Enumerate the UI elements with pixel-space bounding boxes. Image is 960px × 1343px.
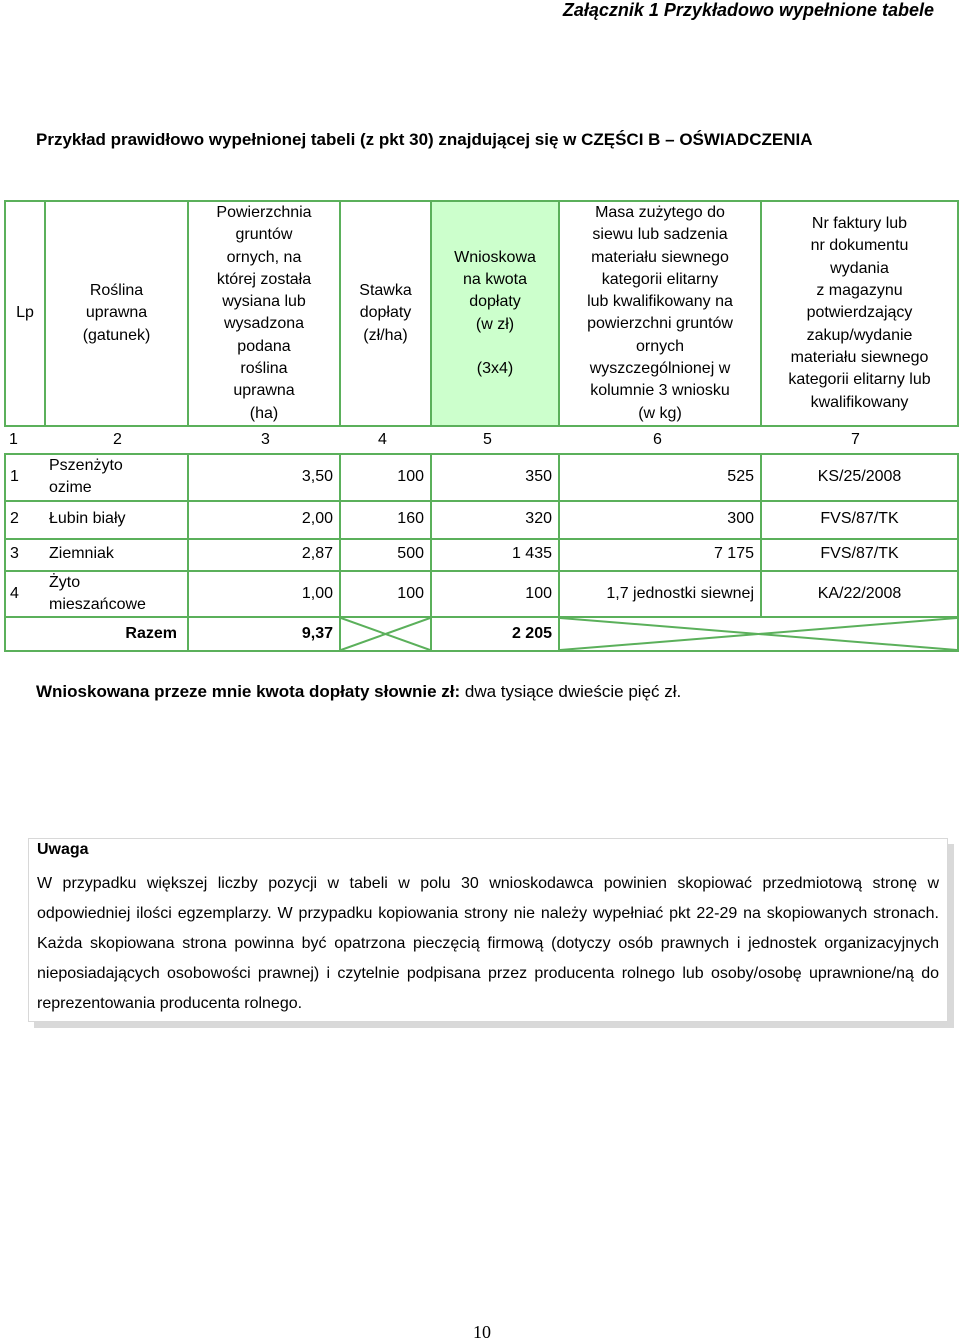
row-invoice: FVS/87/TK [761, 501, 958, 539]
row-invoice: KA/22/2008 [761, 571, 958, 618]
row-lp: 2 [5, 501, 45, 539]
row-rate: 500 [340, 539, 431, 571]
header-plant: Roślina uprawna (gatunek) [45, 201, 188, 426]
row-invoice: KS/25/2008 [761, 454, 958, 501]
declaration-table [4, 200, 957, 642]
column-number-row [5, 426, 958, 454]
row-area: 1,00 [188, 571, 340, 618]
header-rate: Stawka dopłaty (zł/ha) [340, 201, 431, 426]
row-invoice: FVS/87/TK [761, 539, 958, 571]
header-amount: Wnioskowa na kwota dopłaty (w zł) (3x4) [431, 201, 559, 426]
row-mass: 1,7 jednostki siewnej [559, 571, 761, 618]
note-text: W przypadku większej liczby pozycji w tabeli w polu 30 wnioskodawca powinien skopiować przedmiotową stronę w odpowiedniej ilości egzemplarzy. W przypadku kopiowania strony nie należy wypełniać pkt 22-29 na skopiowanych stronach. Każda skopiowana strona powinna być opatrzona pieczęcią firmową (dotyczy osób prawnych i jednostek organizacyjnych nieposiadających osobowości prawnej) i czytelnie podpisana przez producenta rolnego lub osoby/osobę uprawnione/ną do reprezentowania producenta rolnego. [37, 875, 939, 1012]
row-amount: 320 [431, 501, 559, 539]
col-num: 6 [653, 430, 662, 448]
col-num: 1 [9, 430, 18, 448]
amount-in-words-label: Wnioskowana przeze mnie kwota dopłaty słownie zł: [36, 682, 461, 701]
row-plant: Łubin biały [45, 501, 188, 539]
header-area: Powierzchnia gruntów ornych, na której została wysiana lub wysadzona podana roślina uprawna (ha) [188, 201, 340, 426]
header-invoice: Nr faktury lub nr dokumentu wydania z magazynu potwierdzający zakup/wydanie materiału siewnego kategorii elitarny lub kwalifikowany [761, 201, 958, 426]
row-lp: 4 [5, 571, 45, 618]
row-area: 3,50 [188, 454, 340, 501]
row-plant: Żyto mieszańcowe [45, 571, 188, 618]
row-plant: Pszenżyto ozime [45, 454, 188, 501]
row-amount: 1 435 [431, 539, 559, 571]
total-rate-blank [340, 617, 431, 651]
table-row [5, 571, 958, 618]
table-row [5, 454, 958, 501]
amount-in-words-value: dwa tysiące dwieście pięć zł. [464, 682, 682, 701]
total-amount: 2 205 [431, 617, 559, 651]
row-mass: 7 175 [559, 539, 761, 571]
row-rate: 100 [340, 571, 431, 618]
col-num: 5 [483, 430, 492, 448]
col-num: 4 [378, 430, 387, 448]
row-mass: 525 [559, 454, 761, 501]
row-rate: 160 [340, 501, 431, 539]
row-lp: 1 [5, 454, 45, 501]
page-number: 10 [473, 1322, 491, 1342]
row-lp: 3 [5, 539, 45, 571]
row-plant: Ziemniak [45, 539, 188, 571]
header-note: Załącznik 1 Przykładowo wypełnione tabele [562, 0, 934, 20]
note-box [28, 838, 948, 1022]
row-amount: 350 [431, 454, 559, 501]
row-rate: 100 [340, 454, 431, 501]
total-row [5, 617, 958, 651]
col-num: 3 [261, 430, 270, 448]
total-area: 9,37 [188, 617, 340, 651]
note-title: Uwaga [37, 841, 89, 858]
table-row [5, 501, 958, 539]
row-amount: 100 [431, 571, 559, 618]
page-heading: Przykład prawidłowo wypełnionej tabeli (z pkt 30) znajdującej się w CZĘŚCI B – OŚWIADCZENIA [36, 130, 813, 149]
row-mass: 300 [559, 501, 761, 539]
table-row [5, 539, 958, 571]
col-num: 2 [113, 430, 122, 448]
header-mass: Masa zużytego do siewu lub sadzenia materiału siewnego kategorii elitarny lub kwalifikowany na powierzchni gruntów ornych wyszczególnionej w kolumnie 3 wniosku (w kg) [559, 201, 761, 426]
total-label: Razem [5, 617, 188, 651]
row-area: 2,87 [188, 539, 340, 571]
col-num: 7 [851, 430, 860, 448]
header-lp: Lp [5, 201, 45, 426]
total-blank [559, 617, 958, 651]
row-area: 2,00 [188, 501, 340, 539]
amount-in-words [36, 682, 681, 702]
